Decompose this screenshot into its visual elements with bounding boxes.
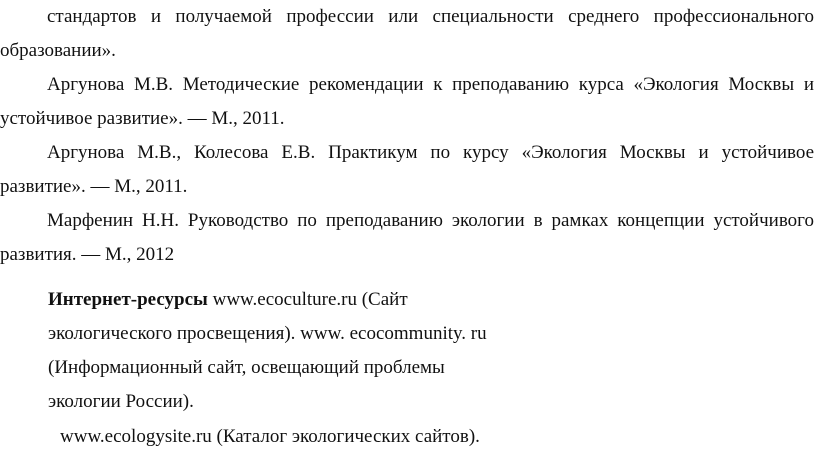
reference-continuation: стандартов и получаемой профессии или специальности среднего профессионального образовании».: [0, 6, 814, 61]
internet-resources-line-4: экологии России).: [48, 391, 194, 412]
reference-marfenin-guide: Марфенин Н.Н. Руководство по преподаванию экологии в рамках концепции устойчивого развития. — М., 2012: [0, 210, 814, 265]
internet-resources-line-3: (Информационный сайт, освещающий проблемы: [48, 357, 445, 378]
reference-argunova-methodical: Аргунова М.В. Методические рекомендации к преподаванию курса «Экология Москвы и устойчивое развитие». — М., 2011.: [0, 74, 814, 129]
ecologysite-resource: www.ecologysite.ru (Каталог экологических сайтов).: [60, 426, 480, 447]
reference-argunova-kolesova-practicum: Аргунова М.В., Колесова Е.В. Практикум по курсу «Экология Москвы и устойчивое развитие». — М., 2011.: [0, 142, 814, 197]
internet-resources: [48, 283, 518, 419]
internet-resources-line-2: экологического просвещения). www. ecocommunity. ru: [48, 323, 487, 344]
internet-resources-heading: Интернет-ресурсы: [48, 289, 208, 310]
ecoculture-link-text: www.ecoculture.ru (Сайт: [207, 289, 408, 310]
internet-resources-line-1: [48, 283, 518, 317]
